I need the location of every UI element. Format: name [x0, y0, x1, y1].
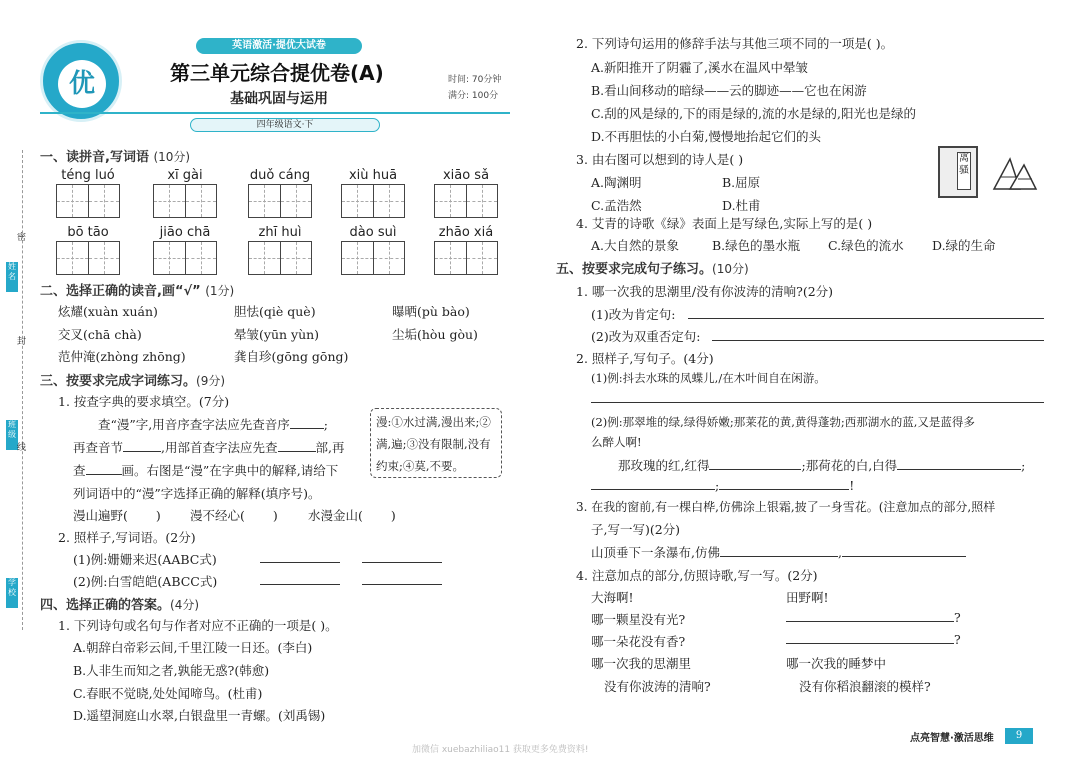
page-number: 9 — [1005, 728, 1033, 744]
s5-q1a: (1)改为肯定句: — [591, 307, 676, 322]
s5-q3a: 子,写一写)(2分) — [591, 522, 681, 537]
poem-answer: ? — [786, 632, 961, 647]
pinyin: xiāo sǎ — [442, 168, 490, 183]
writing-box[interactable] — [153, 241, 217, 275]
s5-q1: 1. 哪一次我的思潮里/没有你波涛的清响?(2分) — [576, 284, 834, 299]
writing-box[interactable] — [434, 184, 498, 218]
choice-item[interactable]: 曝晒(pù bào) — [392, 304, 470, 319]
writing-box[interactable] — [434, 241, 498, 275]
s5-title: 五、按要求完成句子练习。(10分) — [556, 262, 749, 277]
answer-blank[interactable] — [842, 556, 966, 557]
s5-q2a: (1)例:抖去水珠的凤蝶儿,/在木叶间自在闲游。 — [591, 371, 826, 385]
writing-box[interactable] — [341, 184, 405, 218]
choice-item[interactable]: 晕皱(yūn yùn) — [234, 327, 320, 342]
option[interactable]: D.绿的生命 — [932, 238, 996, 253]
option[interactable]: A.大自然的景象 — [591, 238, 680, 253]
dictionary-entry: 漫:①水过满,漫出来;②满,遍;③没有限制,没有约束;④莫,不要。 — [370, 408, 502, 478]
answer-blank[interactable] — [591, 489, 715, 490]
side-tab-class: 班级 — [6, 420, 18, 450]
answer-blank[interactable] — [720, 556, 838, 557]
pinyin: zhāo xiá — [438, 225, 494, 240]
writing-box[interactable] — [248, 184, 312, 218]
s3-q1-line3: 查 画。右图是“漫”在字典中的解释,请给下 — [73, 463, 339, 478]
pinyin: zhī huì — [258, 225, 302, 240]
side-mark-line: 线 — [17, 443, 27, 453]
page-subtitle: 基础巩固与运用 — [230, 91, 328, 107]
poem-line: 田野啊! — [786, 590, 829, 605]
zongzi-icon — [990, 155, 1040, 193]
pinyin: xiù huā — [348, 168, 398, 183]
writing-box[interactable] — [341, 241, 405, 275]
answer-blank[interactable] — [786, 621, 954, 622]
s3-q1-line1: 查“漫”字,用音序查字法应先查音序 ; — [98, 417, 328, 432]
poem-line: 没有你波涛的清响? — [604, 679, 711, 694]
s4-q3: 3. 由右图可以想到的诗人是( ) — [576, 152, 744, 167]
answer-line[interactable] — [591, 402, 1044, 403]
option[interactable]: C.孟浩然 — [591, 198, 642, 213]
s3-ex1: (1)例:姗姗来迟(AABC式) — [73, 552, 217, 567]
s3-q1: 1. 按查字典的要求填空。(7分) — [58, 394, 230, 409]
pinyin: bō tāo — [67, 225, 109, 240]
word-choice[interactable]: 漫山遍野( ) — [73, 508, 161, 523]
grade-bar: 四年级语文·下 — [190, 118, 380, 132]
side-tab-school: 学校 — [6, 578, 18, 608]
s5-q2: 2. 照样子,写句子。(4分) — [576, 351, 714, 366]
pinyin: duǒ cáng — [249, 168, 311, 183]
s4-title: 四、选择正确的答案。(4分) — [40, 598, 200, 613]
side-mark-seal2: 封 — [17, 337, 27, 347]
option[interactable]: A.新阳推开了阴霾了,溪水在温风中晕皱 — [591, 60, 808, 75]
s5-q1b: (2)改为双重否定句: — [591, 329, 701, 344]
binding-line — [22, 150, 23, 630]
watermark: 加微信 xuebazhiliao11 获取更多免费资料! — [412, 745, 589, 755]
answer-line[interactable] — [362, 562, 442, 563]
s3-title: 三、按要求完成字词练习。(9分) — [40, 374, 226, 389]
s5-q3: 3. 在我的窗前,有一棵白桦,仿佛涂上银霜,披了一身雪花。(注意加点的部分,照样 — [576, 500, 996, 514]
writing-box[interactable] — [153, 184, 217, 218]
option[interactable]: A.陶渊明 — [591, 175, 642, 190]
poem-line: 哪一次我的思潮里 — [591, 656, 692, 671]
option[interactable]: C.绿色的流水 — [828, 238, 904, 253]
s5-q2b: (2)例:那翠堆的绿,绿得娇嫩;那莱花的黄,黄得蓬勃;西那湖水的蓝,又是蓝得多 — [591, 415, 975, 429]
choice-item[interactable]: 交叉(chā chà) — [58, 327, 142, 342]
answer-line[interactable] — [688, 318, 1044, 319]
book-title: 离骚 — [957, 152, 971, 190]
side-tab-name: 姓名 — [6, 262, 18, 292]
s3-q1-line4: 列词语中的“漫”字选择正确的解释(填序号)。 — [73, 486, 321, 501]
header-rule — [40, 112, 510, 114]
poem-line: 哪一次我的睡梦中 — [786, 656, 887, 671]
time-limit: 时间: 70分钟 — [448, 75, 502, 85]
answer-blank[interactable] — [709, 469, 801, 470]
option[interactable]: C.春眠不觉晓,处处闻啼鸟。(杜甫) — [73, 686, 263, 701]
pinyin: jiāo chā — [159, 225, 211, 240]
option[interactable]: B.人非生而知之者,孰能无惑?(韩愈) — [73, 663, 270, 678]
series-banner: 英语激活·提优大试卷 — [196, 38, 362, 54]
answer-blank[interactable] — [897, 469, 1021, 470]
answer-blank[interactable] — [290, 428, 324, 429]
page-title: 第三单元综合提优卷(A) — [170, 61, 384, 85]
s3-q2: 2. 照样子,写词语。(2分) — [58, 530, 196, 545]
s4-q2: 2. 下列诗句运用的修辞手法与其他三项不同的一项是( )。 — [576, 36, 894, 51]
answer-line[interactable] — [362, 584, 442, 585]
s2-title: 二、选择正确的读音,画“√” (1分) — [40, 284, 235, 299]
answer-blank[interactable] — [719, 489, 849, 490]
writing-box[interactable] — [248, 241, 312, 275]
poem-line: 哪一朵花没有香? — [591, 634, 686, 649]
answer-blank[interactable] — [786, 643, 954, 644]
writing-box[interactable] — [56, 241, 120, 275]
poem-answer: ? — [786, 610, 961, 625]
option[interactable]: A.朝辞白帝彩云间,千里江陵一日还。(李白) — [73, 640, 313, 655]
word-choice[interactable]: 水漫金山( ) — [308, 508, 396, 523]
answer-line[interactable] — [712, 340, 1044, 341]
side-mark-seal: 密 — [17, 233, 27, 243]
poem-line: 哪一颗星没有光? — [591, 612, 686, 627]
choice-item[interactable]: 胆怯(qiè què) — [234, 304, 316, 319]
s3-ex2: (2)例:白雪皑皑(ABCC式) — [73, 574, 218, 589]
answer-line[interactable] — [260, 562, 340, 563]
s4-q4: 4. 艾青的诗歌《绿》表面上是写绿色,实际上写的是( ) — [576, 216, 873, 231]
option[interactable]: B.看山间移动的暗绿——云的脚迹——它也在闲游 — [591, 83, 867, 98]
choice-item[interactable]: 炫耀(xuàn xuán) — [58, 304, 158, 319]
choice-item[interactable]: 尘垢(hòu gòu) — [392, 327, 478, 342]
s5-q3-fill: 山顶垂下一条瀑布,仿佛 , — [591, 543, 966, 561]
word-choice[interactable]: 漫不经心( ) — [190, 508, 278, 523]
option[interactable]: D.遥望洞庭山水翠,白银盘里一青螺。(刘禹锡) — [73, 708, 326, 723]
option[interactable]: C.刮的风是绿的,下的雨是绿的,流的水是绿的,阳光也是绿的 — [591, 106, 917, 121]
writing-box[interactable] — [56, 184, 120, 218]
pinyin: xī gài — [167, 168, 203, 183]
answer-line[interactable] — [260, 584, 340, 585]
answer-blank[interactable] — [278, 451, 316, 452]
badge-label: 优 — [58, 60, 106, 108]
s5-q2-fill: 那玫瑰的红,红得 ;那荷花的白,白得 ; — [618, 458, 1026, 473]
s5-q2c: 么醉人啊! — [591, 435, 642, 449]
answer-blank[interactable] — [86, 474, 122, 475]
footer-brand: 点亮智慧·激活思维 — [910, 733, 994, 744]
option[interactable]: D.不再胆怯的小白菊,慢慢地抬起它们的头 — [591, 129, 822, 144]
choice-item[interactable]: 范仲淹(zhòng zhōng) — [58, 349, 186, 364]
pinyin: téng luó — [61, 168, 115, 183]
poem-line: 大海啊! — [591, 590, 634, 605]
s5-q2-fill2: ; ! — [591, 478, 854, 493]
s1-title: 一、读拼音,写词语 (10分) — [40, 150, 191, 165]
option[interactable]: B.屈原 — [722, 175, 761, 190]
poem-line: 没有你稻浪翻滚的模样? — [799, 679, 931, 694]
choice-item[interactable]: 龚自珍(gōng gōng) — [234, 349, 349, 364]
pinyin: dào suì — [349, 225, 397, 240]
option[interactable]: B.绿色的墨水瓶 — [712, 238, 801, 253]
s4-q1: 1. 下列诗句或名句与作者对应不正确的一项是( )。 — [58, 618, 338, 633]
option[interactable]: D.杜甫 — [722, 198, 761, 213]
full-score: 满分: 100分 — [448, 91, 499, 101]
s5-q4: 4. 注意加点的部分,仿照诗歌,写一写。(2分) — [576, 568, 818, 583]
s3-q1-line2: 再查音节 ,用部首查字法应先查 部,再 — [73, 440, 345, 455]
answer-blank[interactable] — [123, 451, 161, 452]
